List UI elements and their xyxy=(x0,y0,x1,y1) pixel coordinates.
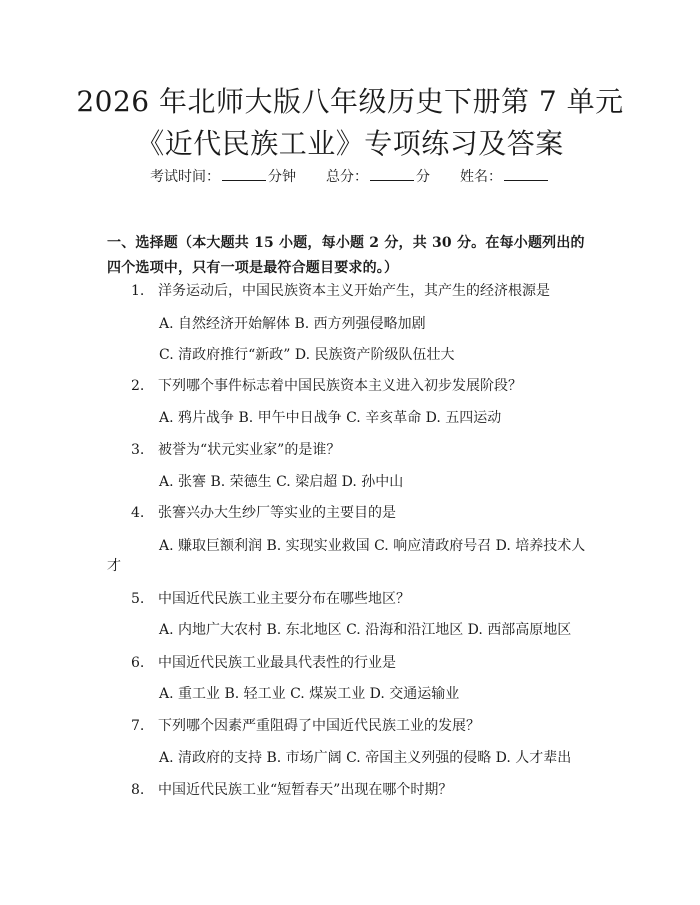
title-line-1: 2026 年北师大版八年级历史下册第 7 单元 xyxy=(76,85,624,118)
score-unit: 分 xyxy=(416,169,430,185)
score-label: 总分： xyxy=(326,169,368,185)
name-label: 姓名： xyxy=(460,169,502,185)
question-2-options: A. 鸦片战争 B. 甲午中日战争 C. 辛亥革命 D. 五四运动 xyxy=(159,410,502,426)
title-line-2: 《近代民族工业》专项练习及答案 xyxy=(136,127,564,160)
question-6: 6. 中国近代民族工业最具代表性的行业是 xyxy=(131,655,396,671)
question-2: 2. 下列哪个事件标志着中国民族资本主义进入初步发展阶段？ xyxy=(131,378,522,394)
question-7-options: A. 清政府的支持 B. 市场广阔 C. 帝国主义列强的侵略 D. 人才辈出 xyxy=(159,750,572,766)
question-1-options-row-2: C. 清政府推行“新政” D. 民族资产阶级队伍壮大 xyxy=(159,347,455,363)
time-label: 考试时间： xyxy=(150,169,220,185)
question-1-options-row-1: A. 自然经济开始解体 B. 西方列强侵略加剧 xyxy=(159,316,426,332)
question-7: 7. 下列哪个因素严重阻碍了中国近代民族工业的发展？ xyxy=(131,718,480,734)
time-blank xyxy=(222,168,266,181)
question-4-options: A. 赚取巨额利润 B. 实现实业救国 C. 响应清政府号召 D. 培养技术人 xyxy=(159,538,586,554)
name-blank xyxy=(504,168,548,181)
question-1: 1. 洋务运动后，中国民族资本主义开始产生，其产生的经济根源是 xyxy=(131,283,550,299)
question-4-options-continuation: 才 xyxy=(107,558,121,574)
question-6-options: A. 重工业 B. 轻工业 C. 煤炭工业 D. 交通运输业 xyxy=(159,686,460,702)
section-heading: 一、选择题（本大题共 15 小题，每小题 2 分，共 30 分。在每小题列出的四个选项中，只有一项是最符合题目要求的。） xyxy=(107,235,585,276)
question-5: 5. 中国近代民族工业主要分布在哪些地区？ xyxy=(131,591,410,607)
question-5-options: A. 内地广大农村 B. 东北地区 C. 沿海和沿江地区 D. 西部高原地区 xyxy=(159,622,572,638)
exam-info xyxy=(0,167,700,187)
score-blank xyxy=(370,168,414,181)
question-4: 4. 张謇兴办大生纱厂等实业的主要目的是 xyxy=(131,505,396,521)
question-3-options: A. 张謇 B. 荣德生 C. 梁启超 D. 孙中山 xyxy=(159,474,404,490)
time-unit: 分钟 xyxy=(268,169,296,185)
question-3: 3. 被誉为“状元实业家”的是谁？ xyxy=(131,442,341,458)
question-8: 8. 中国近代民族工业“短暂春天”出现在哪个时期？ xyxy=(131,782,453,798)
